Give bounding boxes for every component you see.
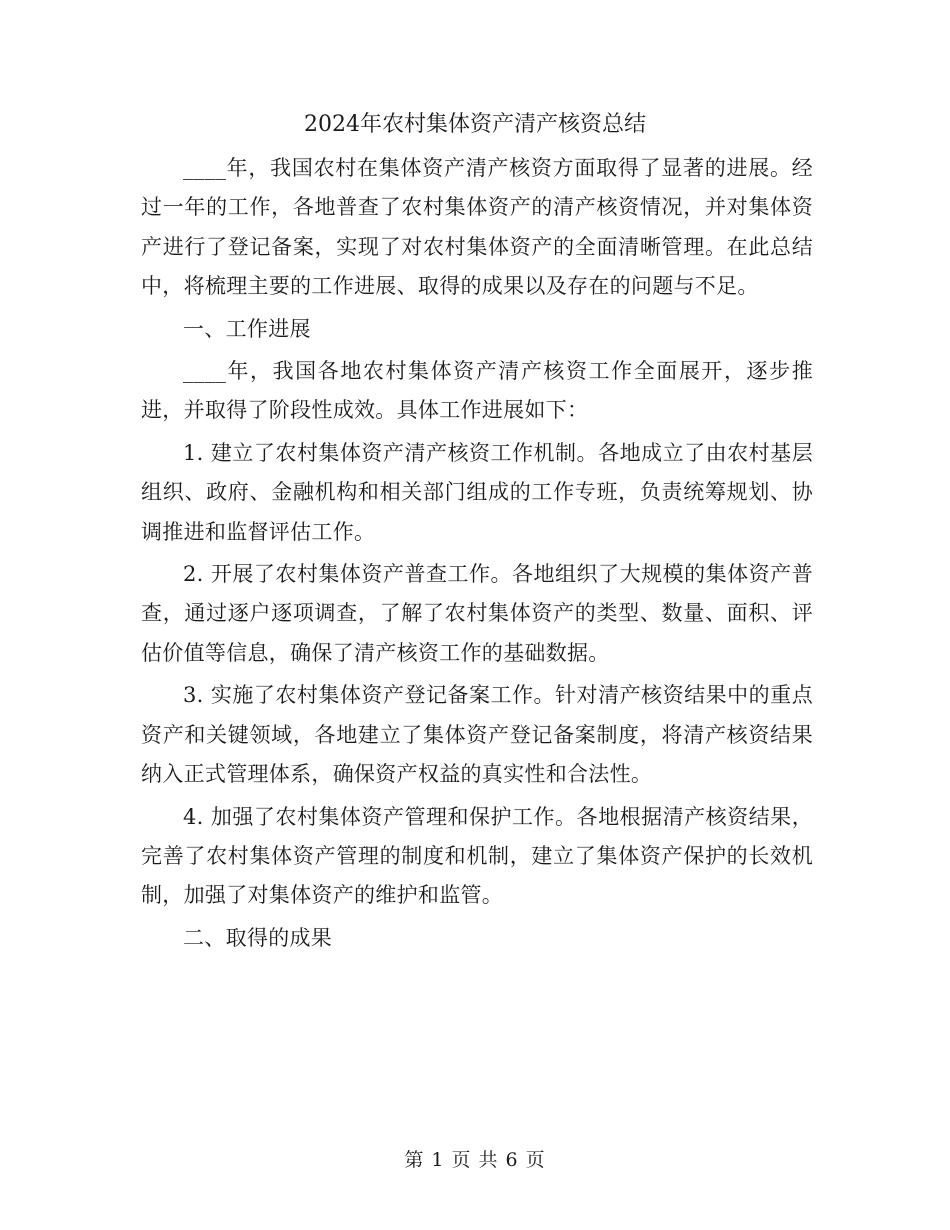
document-title: 2024年农村集体资产清产核资总结 <box>304 112 646 137</box>
progress-item-4: 4. 加强了农村集体资产管理和保护工作。各地根据清产核资结果，完善了农村集体资产管理的制度和机制，建立了集体资产保护的长效机制，加强了对集体资产的维护和监管。 <box>141 804 813 908</box>
progress-item-1: 1. 建立了农村集体资产清产核资工作机制。各地成立了由农村基层组织、政府、金融机构和相关部门组成的工作专班，负责统筹规划、协调推进和监督评估工作。 <box>141 440 813 544</box>
progress-item-3: 3. 实施了农村集体资产登记备案工作。针对清产核资结果中的重点资产和关键领域，各地建立了集体资产登记备案制度，将清产核资结果纳入正式管理体系，确保资产权益的真实性和合法性。 <box>141 683 813 787</box>
progress-overview-paragraph: ____年，我国各地农村集体资产清产核资工作全面展开，逐步推进，并取得了阶段性成效。具体工作进展如下： <box>141 359 813 423</box>
progress-item-2: 2. 开展了农村集体资产普查工作。各地组织了大规模的集体资产普查，通过逐户逐项调查，了解了农村集体资产的类型、数量、面积、评估价值等信息，确保了清产核资工作的基础数据。 <box>141 562 813 665</box>
intro-paragraph: ____年，我国农村在集体资产清产核资方面取得了显著的进展。经过一年的工作，各地普查了农村集体资产的清产核资情况，并对集体资产进行了登记备案，实现了对农村集体资产的全面清晰管理。在此总结中，将梳理主要的工作进展、取得的成果以及存在的问题与不足。 <box>141 156 813 299</box>
section-heading-progress: 一、工作进展 <box>183 316 311 341</box>
section-heading-results: 二、取得的成果 <box>183 925 333 950</box>
page-number-footer: 第 1 页 共 6 页 <box>404 1149 546 1171</box>
document-body <box>141 149 813 961</box>
